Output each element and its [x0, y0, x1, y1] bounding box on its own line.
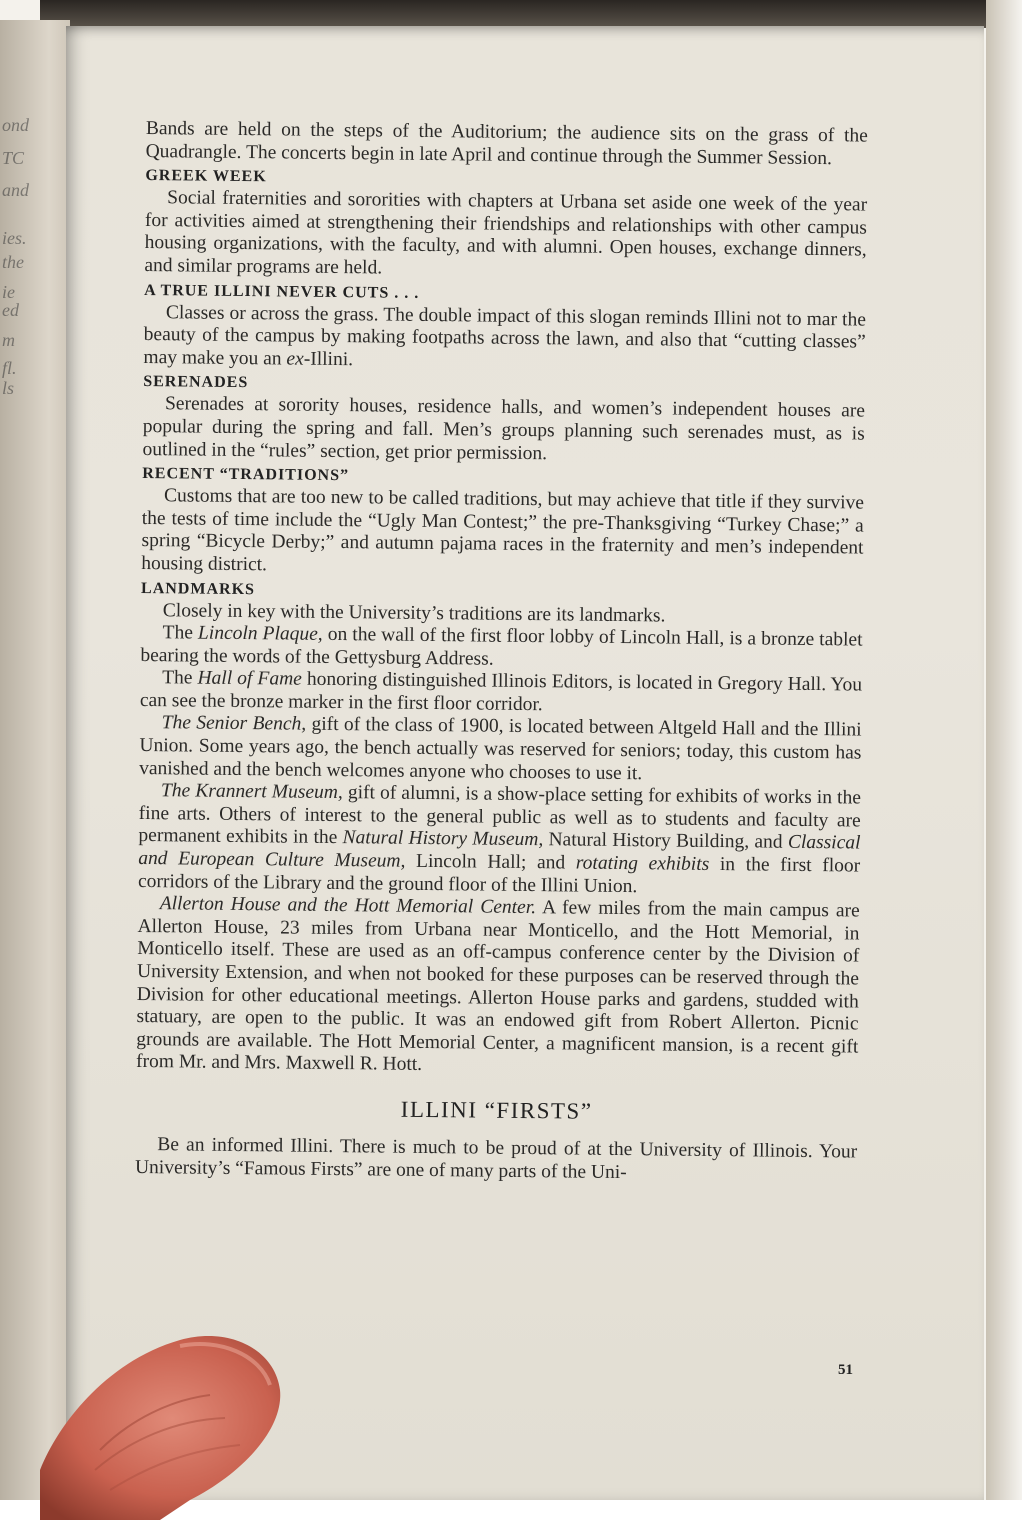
bleed-through-text: ie [2, 282, 15, 302]
paragraph [136, 893, 860, 1081]
italic-text: ex [286, 348, 304, 370]
book-top-edge [40, 0, 1022, 28]
paragraph [138, 780, 861, 901]
bleed-through-text: m [2, 330, 15, 350]
italic-text: Classical and European Culture Museum, [138, 832, 861, 872]
paragraph [144, 187, 867, 285]
bleed-through-text: ies. [2, 228, 27, 248]
text-run: Social fraternities and sororities with chapters at Urbana set aside one week of the year for activities aimed at strengthening their friendships and relationships with other campus housing organizations, with the faculty, and with alumni. Open houses, exchange dinners, and similar programs are held. [144, 187, 868, 279]
bleed-through-text: fl. [2, 358, 17, 378]
section-heading: A TRUE ILLINI NEVER CUTS . . . [144, 281, 420, 302]
paragraph [139, 712, 862, 787]
italic-text: Allerton House and the Hott Memorial Center. [159, 893, 537, 919]
italic-text: The Senior Bench, [161, 712, 307, 736]
text-run: on the wall of the first floor lobby of Lincoln Hall, is a bronze tablet bearing the words of the Gettysburg Address. [140, 623, 863, 670]
text-run: The [162, 667, 198, 689]
paragraph [142, 393, 865, 468]
section-heading: RECENT “TRADITIONS” [142, 465, 350, 485]
italic-text: The Krannert Museum, [160, 780, 343, 804]
page-number: 51 [838, 1362, 853, 1378]
text-run: Be an informed Illini. There is much to be proud of at the University of Illinois. Your University’s “Famous Firsts” are one of many parts of the Uni- [134, 1134, 858, 1183]
paragraph [135, 1134, 857, 1187]
italic-text: Hall of Fame [197, 667, 302, 690]
text-run: in the first floor corridors of the Library and the ground floor of the Illini Union. [137, 853, 861, 897]
text-run: Classes or across the grass. The double impact of this slogan reminds Illini not to mar the beauty of the campus by making footpaths across the lawn, and also that “cutting classes” may make you an [143, 301, 867, 370]
text-run: honoring distinguished Illinois Editors, is located in Gregory Hall. You can see the bronze marker in the first floor corridor. [139, 668, 863, 716]
text-run: Lincoln Hall; and [405, 850, 576, 874]
section-heading: SERENADES [143, 373, 249, 392]
page-text [135, 118, 868, 1187]
italic-text: Natural History Museum, [342, 827, 544, 851]
text-run: gift of alumni, is a show-place setting for exhibits of works in the fine arts. Others of interest to the general public as well as to students and faculty are permanent exhibits in the [138, 782, 862, 849]
text-run: Closely in key with the University’s traditions are its landmarks. [162, 599, 666, 626]
paragraph [140, 667, 862, 720]
thumb-image [40, 1300, 290, 1520]
bleed-through-text: ls [2, 378, 15, 398]
right-margin [986, 0, 1022, 1500]
bleed-through-text: the [2, 252, 24, 272]
left-page-edge [0, 20, 70, 1500]
text-run: -Illini. [303, 348, 354, 370]
italic-text: rotating exhibits [575, 852, 710, 875]
text-run: The [162, 622, 199, 644]
section-heading: LANDMARKS [140, 579, 256, 598]
bleed-through-text: ond [2, 115, 29, 135]
paragraph [141, 485, 864, 583]
text-run: Customs that are too new to be called traditions, but may achieve that title if they survive the tests of time include the “Ugly Man Contest;” the pre-Thanksgiving “Turkey Chase;” a spring “Bicycle Derby;” and autumn pajama races in the fraternity and men’s independent housing district. [141, 485, 865, 576]
text-run: Natural History Building, and [543, 829, 788, 854]
text-run: Bands are held on the steps of the Auditorium; the audience sits on the grass of the Quadrangle. The concerts begin in late April and continue through the Summer Session. [145, 118, 868, 169]
paragraph [140, 622, 862, 675]
major-heading: ILLINI “FIRSTS” [400, 1096, 593, 1124]
bleed-through-text: TC [2, 148, 25, 168]
paragraph [146, 118, 868, 171]
text-run: A few miles from the main campus are Allerton House, 23 miles from Urbana near Monticello, and the Hott Memorial, in Monticello itself. These are used as an off-campus conference center by the Division of University Extension, and when not booked for these purposes can be reserved through the Division for other educational meetings. Allerton House parks and gardens, studded with statuary, are open to the public. It was an endowed gift from Robert Allerton. Picnic grounds are available. The Hott Memorial Center, a magnificent mansion, is a recent gift from Mr. and Mrs. Maxwell R. Hott. [136, 897, 860, 1076]
text-run: gift of the class of 1900, is located between Altgeld Hall and the Illini Union. Some years ago, the bench actually was reserved for seniors; today, this custom has vanished and the bench welcomes anyone who chooses to use it. [139, 714, 862, 784]
paragraph [143, 302, 866, 377]
bleed-through-text: and [2, 180, 29, 200]
bleed-through-text: ed [2, 300, 19, 320]
italic-text: Lincoln Plaque, [197, 622, 323, 645]
section-heading: GREEK WEEK [145, 167, 267, 186]
text-run: Serenades at sorority houses, residence halls, and women’s independent houses are popular during the spring and fall. Men’s groups planning such serenades must, as is outlined in the “rules” section, get prior permission. [142, 393, 866, 464]
